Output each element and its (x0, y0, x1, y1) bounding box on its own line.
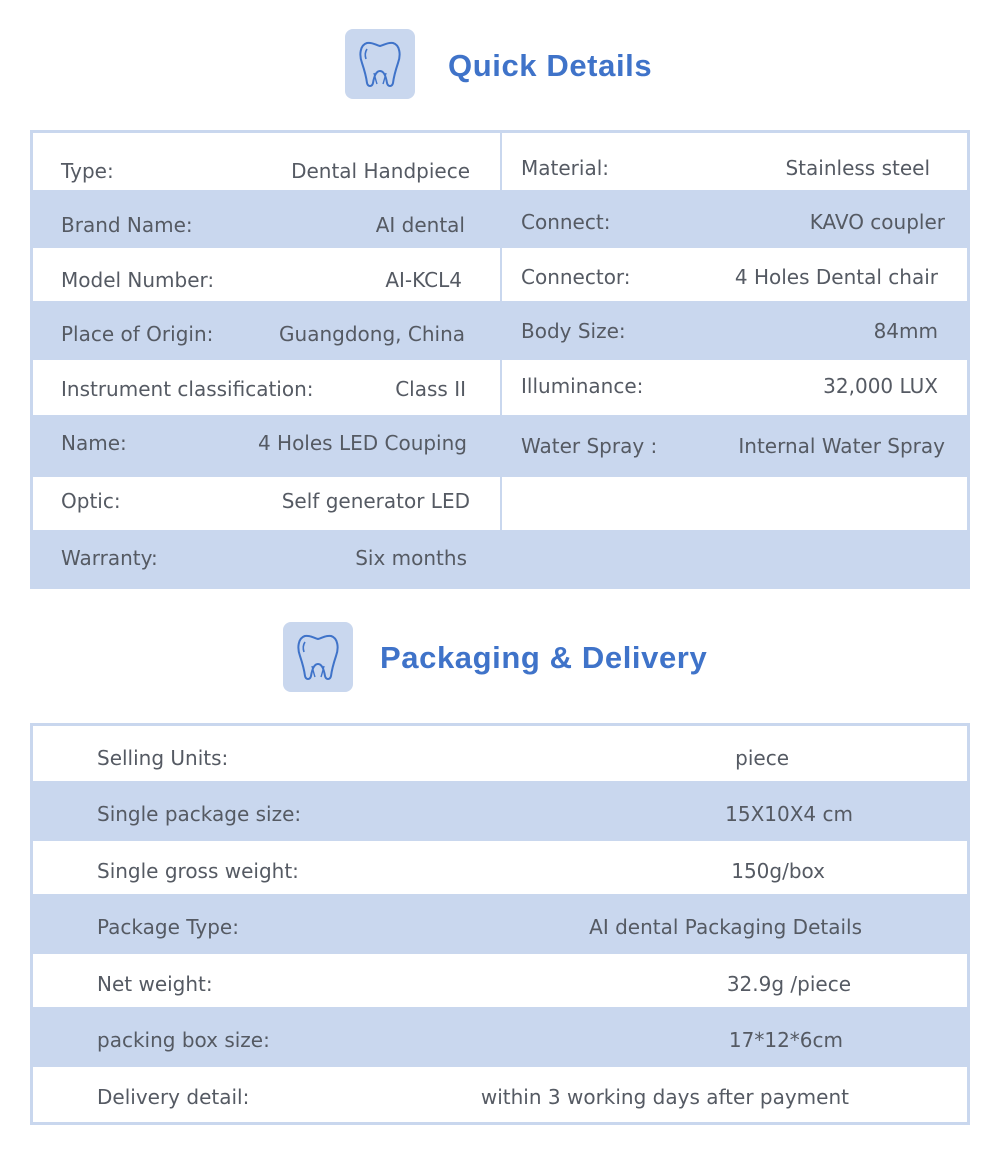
spec-value-connect: KAVO coupler (809, 210, 945, 234)
pack-value-selling-units: piece (735, 746, 789, 770)
spec-value-brand: AI dental (375, 213, 465, 237)
spec-value-origin: Guangdong, China (279, 322, 465, 346)
section-title-packaging: Packaging & Delivery (380, 640, 708, 675)
packaging-heading (0, 621, 1000, 695)
spec-label-warranty: Warranty: (61, 546, 158, 570)
spec-value-water-spray: Internal Water Spray (738, 434, 945, 458)
spec-label-origin: Place of Origin: (61, 322, 214, 346)
spec-label-name: Name: (61, 431, 127, 455)
pack-value-package-size: 15X10X4 cm (725, 802, 853, 826)
spec-label-connect: Connect: (521, 210, 611, 234)
spec-label-optic: Optic: (61, 489, 121, 513)
spec-value-material: Stainless steel (785, 156, 930, 180)
pack-label-box-size: packing box size: (97, 1028, 270, 1052)
spec-label-body-size: Body Size: (521, 319, 626, 343)
spec-value-connector: 4 Holes Dental chair (734, 265, 938, 289)
spec-value-optic: Self generator LED (281, 489, 470, 513)
pack-value-box-size: 17*12*6cm (728, 1028, 843, 1052)
spec-label-illuminance: Illuminance: (521, 374, 644, 398)
pack-value-net-weight: 32.9g /piece (726, 972, 851, 996)
tooth-icon (283, 622, 353, 692)
pack-label-package-type: Package Type: (97, 915, 239, 939)
spec-value-name: 4 Holes LED Couping (257, 431, 467, 455)
spec-label-classification: Instrument classification: (61, 377, 314, 401)
spec-value-model: AI-KCL4 (385, 268, 462, 292)
quick-details-table (30, 130, 970, 589)
pack-label-net-weight: Net weight: (97, 972, 213, 996)
spec-value-illuminance: 32,000 LUX (823, 374, 938, 398)
pack-value-delivery: within 3 working days after payment (480, 1085, 849, 1109)
spec-value-body-size: 84mm (873, 319, 938, 343)
spec-label-brand: Brand Name: (61, 213, 193, 237)
packaging-table (30, 723, 970, 1125)
spec-label-water-spray: Water Spray : (521, 434, 658, 458)
pack-value-gross-weight: 150g/box (731, 859, 825, 883)
spec-value-warranty: Six months (355, 546, 467, 570)
pack-label-gross-weight: Single gross weight: (97, 859, 299, 883)
quick-details-heading (0, 28, 1000, 102)
section-title-quick-details: Quick Details (448, 48, 653, 83)
spec-label-model: Model Number: (61, 268, 215, 292)
tooth-icon (345, 29, 415, 99)
spec-label-connector: Connector: (521, 265, 631, 289)
column-divider (500, 133, 502, 586)
spec-value-classification: Class II (395, 377, 466, 401)
spec-value-type: Dental Handpiece (291, 159, 470, 183)
spec-label-material: Material: (521, 156, 609, 180)
pack-label-delivery: Delivery detail: (97, 1085, 250, 1109)
pack-value-package-type: AI dental Packaging Details (589, 915, 862, 939)
pack-label-package-size: Single package size: (97, 802, 302, 826)
spec-label-type: Type: (61, 159, 114, 183)
pack-label-selling-units: Selling Units: (97, 746, 229, 770)
